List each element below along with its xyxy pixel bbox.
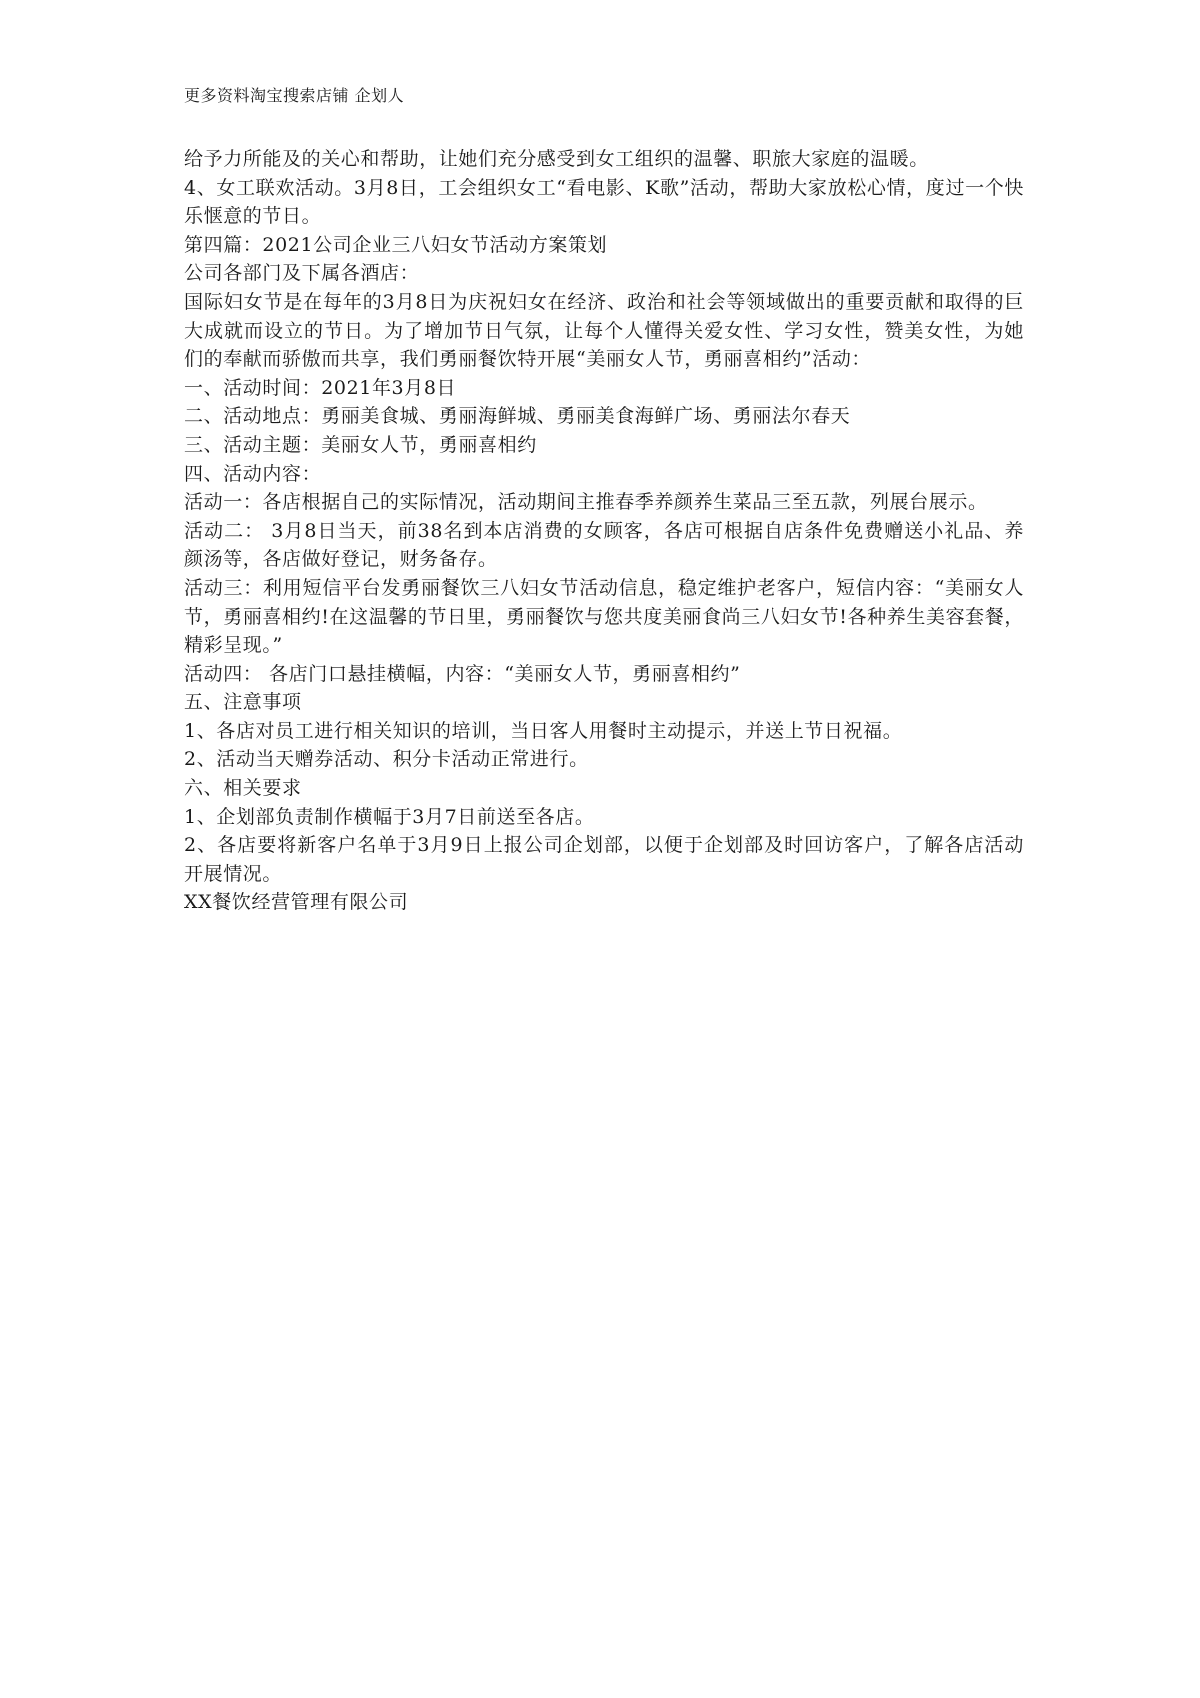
paragraph-activity-four: 活动四： 各店门口悬挂横幅，内容：“美丽女人节，勇丽喜相约” xyxy=(184,662,741,685)
document-body xyxy=(184,145,1024,917)
paragraph-event-location: 二、活动地点：勇丽美食城、勇丽海鲜城、勇丽美食海鲜广场、勇丽法尔春天 xyxy=(184,405,851,428)
paragraph-event-time: 一、活动时间：2021年3月8日 xyxy=(184,376,457,399)
paragraph-event-content-heading: 四、活动内容： xyxy=(184,462,322,485)
paragraph-activity-three: 活动三：利用短信平台发勇丽餐饮三八妇女节活动信息，稳定维护老客户，短信内容：“美丽女人节，勇丽喜相约!在这温馨的节日里，勇丽餐饮与您共度美丽食尚三八妇女节!各种养生美容套餐，精彩呈现。” xyxy=(184,576,1024,657)
paragraph-requirement-one: 1、企划部负责制作横幅于3月7日前送至各店。 xyxy=(184,805,595,828)
paragraph-care-continuation: 给予力所能及的关心和帮助，让她们充分感受到女工组织的温馨、职旅大家庭的温暖。 xyxy=(184,148,929,170)
paragraph-activity-one: 活动一：各店根据自己的实际情况，活动期间主推春季养颜养生菜品三至五款，列展台展示。 xyxy=(184,491,988,514)
paragraph-event-theme: 三、活动主题：美丽女人节，勇丽喜相约 xyxy=(184,433,537,456)
paragraph-note-one: 1、各店对员工进行相关知识的培训，当日客人用餐时主动提示，并送上节日祝福。 xyxy=(184,719,903,742)
paragraph-requirements-heading: 六、相关要求 xyxy=(184,777,302,800)
section-title-part-four: 第四篇：2021公司企业三八妇女节活动方案策划 xyxy=(184,233,608,256)
header-note: 更多资料淘宝搜索店铺 企划人 xyxy=(184,86,405,105)
paragraph-activity-two: 活动二： 3月8日当天，前38名到本店消费的女顾客，各店可根据自店条件免费赠送小礼品、养颜汤等，各店做好登记，财务备存。 xyxy=(184,519,1024,571)
paragraph-note-two: 2、活动当天赠券活动、积分卡活动正常进行。 xyxy=(184,748,589,771)
paragraph-salutation: 公司各部门及下属各酒店： xyxy=(184,262,420,285)
paragraph-introduction: 国际妇女节是在每年的3月8日为庆祝妇女在经济、政治和社会等领域做出的重要贡献和取得的巨大成就而设立的节日。为了增加节日气氛，让每个人懂得关爱女性、学习女性，赞美女性，为她们的奉献而骄傲而共享，我们勇丽餐饮特开展“美丽女人节，勇丽喜相约”活动： xyxy=(184,290,1024,371)
paragraph-notes-heading: 五、注意事项 xyxy=(184,691,302,714)
paragraph-company-signature: XX餐饮经营管理有限公司 xyxy=(184,891,409,914)
paragraph-women-party: 4、女工联欢活动。3月8日，工会组织女工“看电影、K歌”活动，帮助大家放松心情，度过一个快乐惬意的节日。 xyxy=(184,176,1024,228)
paragraph-requirement-two: 2、各店要将新客户名单于3月9日上报公司企划部，以便于企划部及时回访客户，了解各店活动开展情况。 xyxy=(184,834,1024,885)
